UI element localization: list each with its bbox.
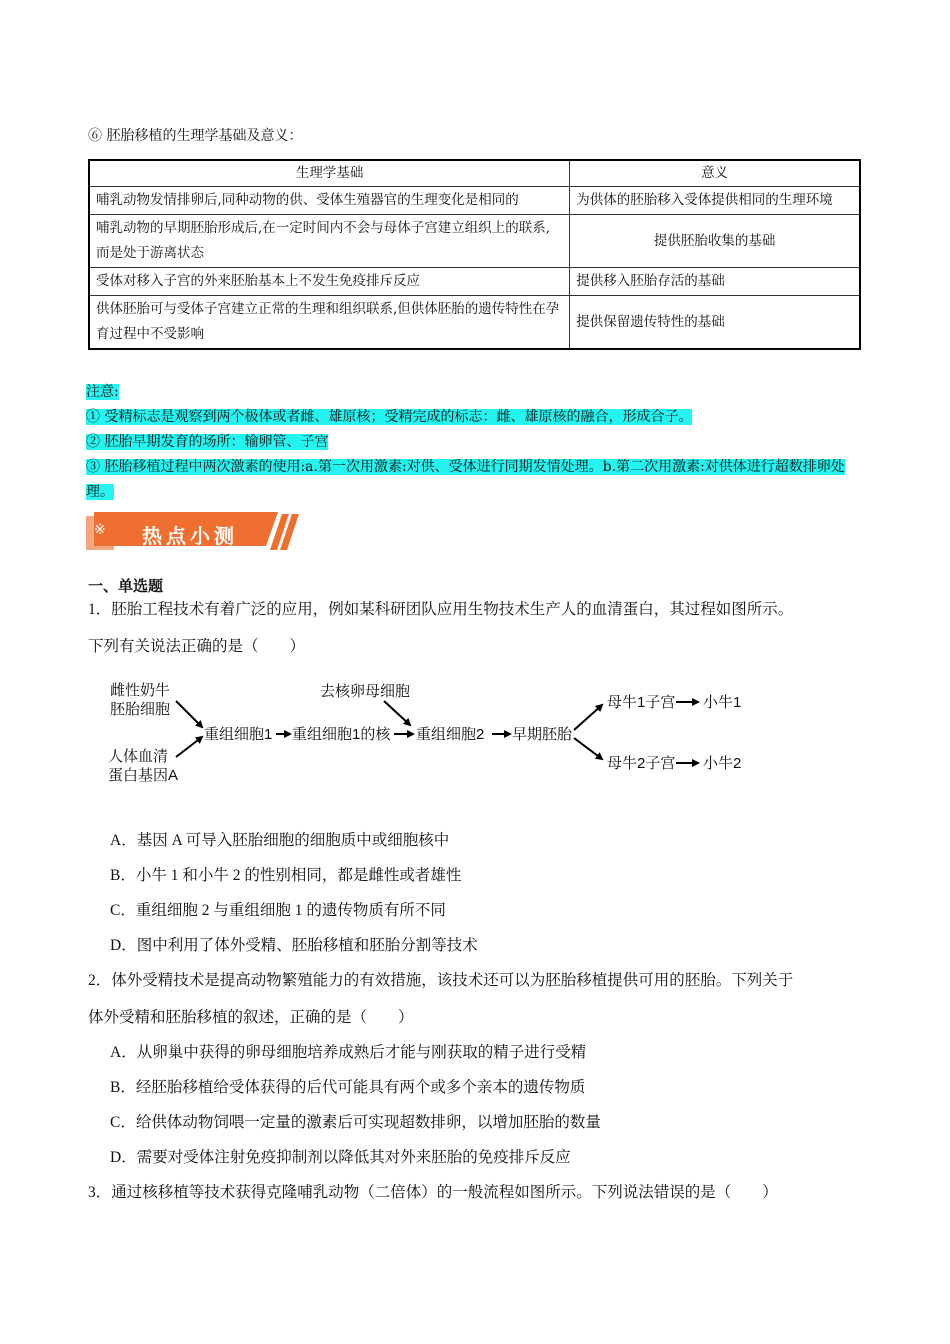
question-2-option-d: D．需要对受体注射免疫抑制剂以降低其对外来胚胎的免疫排斥反应 bbox=[110, 1149, 571, 1166]
diagram-cow-cell-line1: 雌性奶牛 bbox=[110, 682, 171, 699]
hot-test-banner bbox=[86, 512, 302, 552]
quiz-section-title: 一、单选题 bbox=[88, 578, 164, 595]
diagram-enucleated-oocyte: 去核卵母细胞 bbox=[320, 683, 411, 700]
table-row bbox=[89, 296, 860, 350]
question-2-option-a: A．从卵巢中获得的卵母细胞培养成熟后才能与刚获取的精子进行受精 bbox=[110, 1044, 587, 1061]
diagram-gene-line2: 蛋白基因A bbox=[108, 767, 179, 784]
table-cell-meaning: 提供移入胚胎存活的基础 bbox=[570, 268, 860, 296]
note-item: ③ 胚胎移植过程中两次激素的使用:a.第一次用激素:对供、受体进行同期发情处理。b.第二次用激素:对供体进行超数排卵处理。 bbox=[86, 459, 845, 500]
table-cell-basis: 哺乳动物的早期胚胎形成后,在一定时间内不会与母体子宫建立组织上的联系,而是处于游离状态 bbox=[89, 215, 570, 268]
table-cell-meaning: 为供体的胚胎移入受体提供相同的生理环境 bbox=[570, 187, 860, 215]
notes-block bbox=[86, 380, 856, 505]
question-1-option-c: C．重组细胞 2 与重组细胞 1 的遗传物质有所不同 bbox=[110, 902, 446, 919]
banner-title: 热点小测 bbox=[142, 524, 238, 548]
table-header-basis: 生理学基础 bbox=[89, 160, 570, 187]
section-title: ⑥ 胚胎移植的生理学基础及意义： bbox=[88, 128, 303, 144]
question-2-stem: 2．体外受精技术是提高动物繁殖能力的有效措施，该技术还可以为胚胎移植提供可用的胚胎。下列关于 bbox=[88, 972, 794, 989]
question-1-option-a: A．基因 A 可导入胚胎细胞的细胞质中或细胞核中 bbox=[110, 832, 450, 849]
diagram-cow-cell-line2: 胚胎细胞 bbox=[110, 701, 171, 718]
diagram-calf-1: 小牛1 bbox=[703, 694, 742, 711]
diagram-early-embryo: 早期胚胎 bbox=[512, 726, 573, 743]
diagram-gene-line1: 人体血清 bbox=[108, 748, 169, 765]
question-1-stem: 1．胚胎工程技术有着广泛的应用，例如某科研团队应用生物技术生产人的血清蛋白，其过程如图所示。 bbox=[88, 601, 794, 618]
table-row bbox=[89, 187, 860, 215]
note-item: ② 胚胎早期发育的场所：输卵管、子宫 bbox=[86, 434, 329, 450]
table-header-meaning: 意义 bbox=[570, 160, 860, 187]
question-2-option-b: B．经胚胎移植给受体获得的后代可能具有两个或多个亲本的遗传物质 bbox=[110, 1079, 586, 1096]
question-2-stem-cont: 体外受精和胚胎移植的叙述，正确的是（ ） bbox=[88, 1009, 414, 1026]
table-cell-meaning: 提供胚胎收集的基础 bbox=[570, 215, 860, 268]
table-cell-basis: 供体胚胎可与受体子宫建立正常的生理和组织联系,但供体胚胎的遗传特性在孕育过程中不受影响 bbox=[89, 296, 570, 350]
table-cell-basis: 哺乳动物发情排卵后,同种动物的供、受体生殖器官的生理变化是相同的 bbox=[89, 187, 570, 215]
diagram-uterus-2: 母牛2子宫 bbox=[607, 755, 676, 772]
question-1-diagram bbox=[100, 675, 760, 790]
diagram-uterus-1: 母牛1子宫 bbox=[607, 694, 676, 711]
embryo-transfer-table bbox=[88, 159, 861, 350]
question-1-stem-cont: 下列有关说法正确的是（ ） bbox=[88, 638, 306, 655]
question-2-option-c: C．给供体动物饲喂一定量的激素后可实现超数排卵，以增加胚胎的数量 bbox=[110, 1114, 601, 1131]
table-cell-basis: 受体对移入子宫的外来胚胎基本上不发生免疫排斥反应 bbox=[89, 268, 570, 296]
diagram-recombined-cell-1: 重组细胞1 bbox=[204, 726, 273, 743]
table-header-row bbox=[89, 160, 860, 187]
note-item: ① 受精标志是观察到两个极体或者雌、雄原核；受精完成的标志：雌、雄原核的融合，形成合子。 bbox=[86, 409, 693, 425]
banner-symbol: ※ bbox=[94, 522, 106, 538]
table-row bbox=[89, 215, 860, 268]
question-3-stem: 3．通过核移植等技术获得克隆哺乳动物（二倍体）的一般流程如图所示。下列说法错误的是（ ） bbox=[88, 1184, 778, 1201]
table-row bbox=[89, 268, 860, 296]
question-1-option-b: B．小牛 1 和小牛 2 的性别相同，都是雌性或者雄性 bbox=[110, 867, 462, 884]
diagram-recombined-cell-2: 重组细胞2 bbox=[416, 726, 485, 743]
diagram-recombined-cell-1-nucleus: 重组细胞1的核 bbox=[292, 726, 391, 743]
question-1-option-d: D．图中利用了体外受精、胚胎移植和胚胎分割等技术 bbox=[110, 937, 478, 954]
table-cell-meaning: 提供保留遗传特性的基础 bbox=[570, 296, 860, 350]
diagram-calf-2: 小牛2 bbox=[703, 755, 742, 772]
notes-heading: 注意: bbox=[86, 384, 119, 400]
